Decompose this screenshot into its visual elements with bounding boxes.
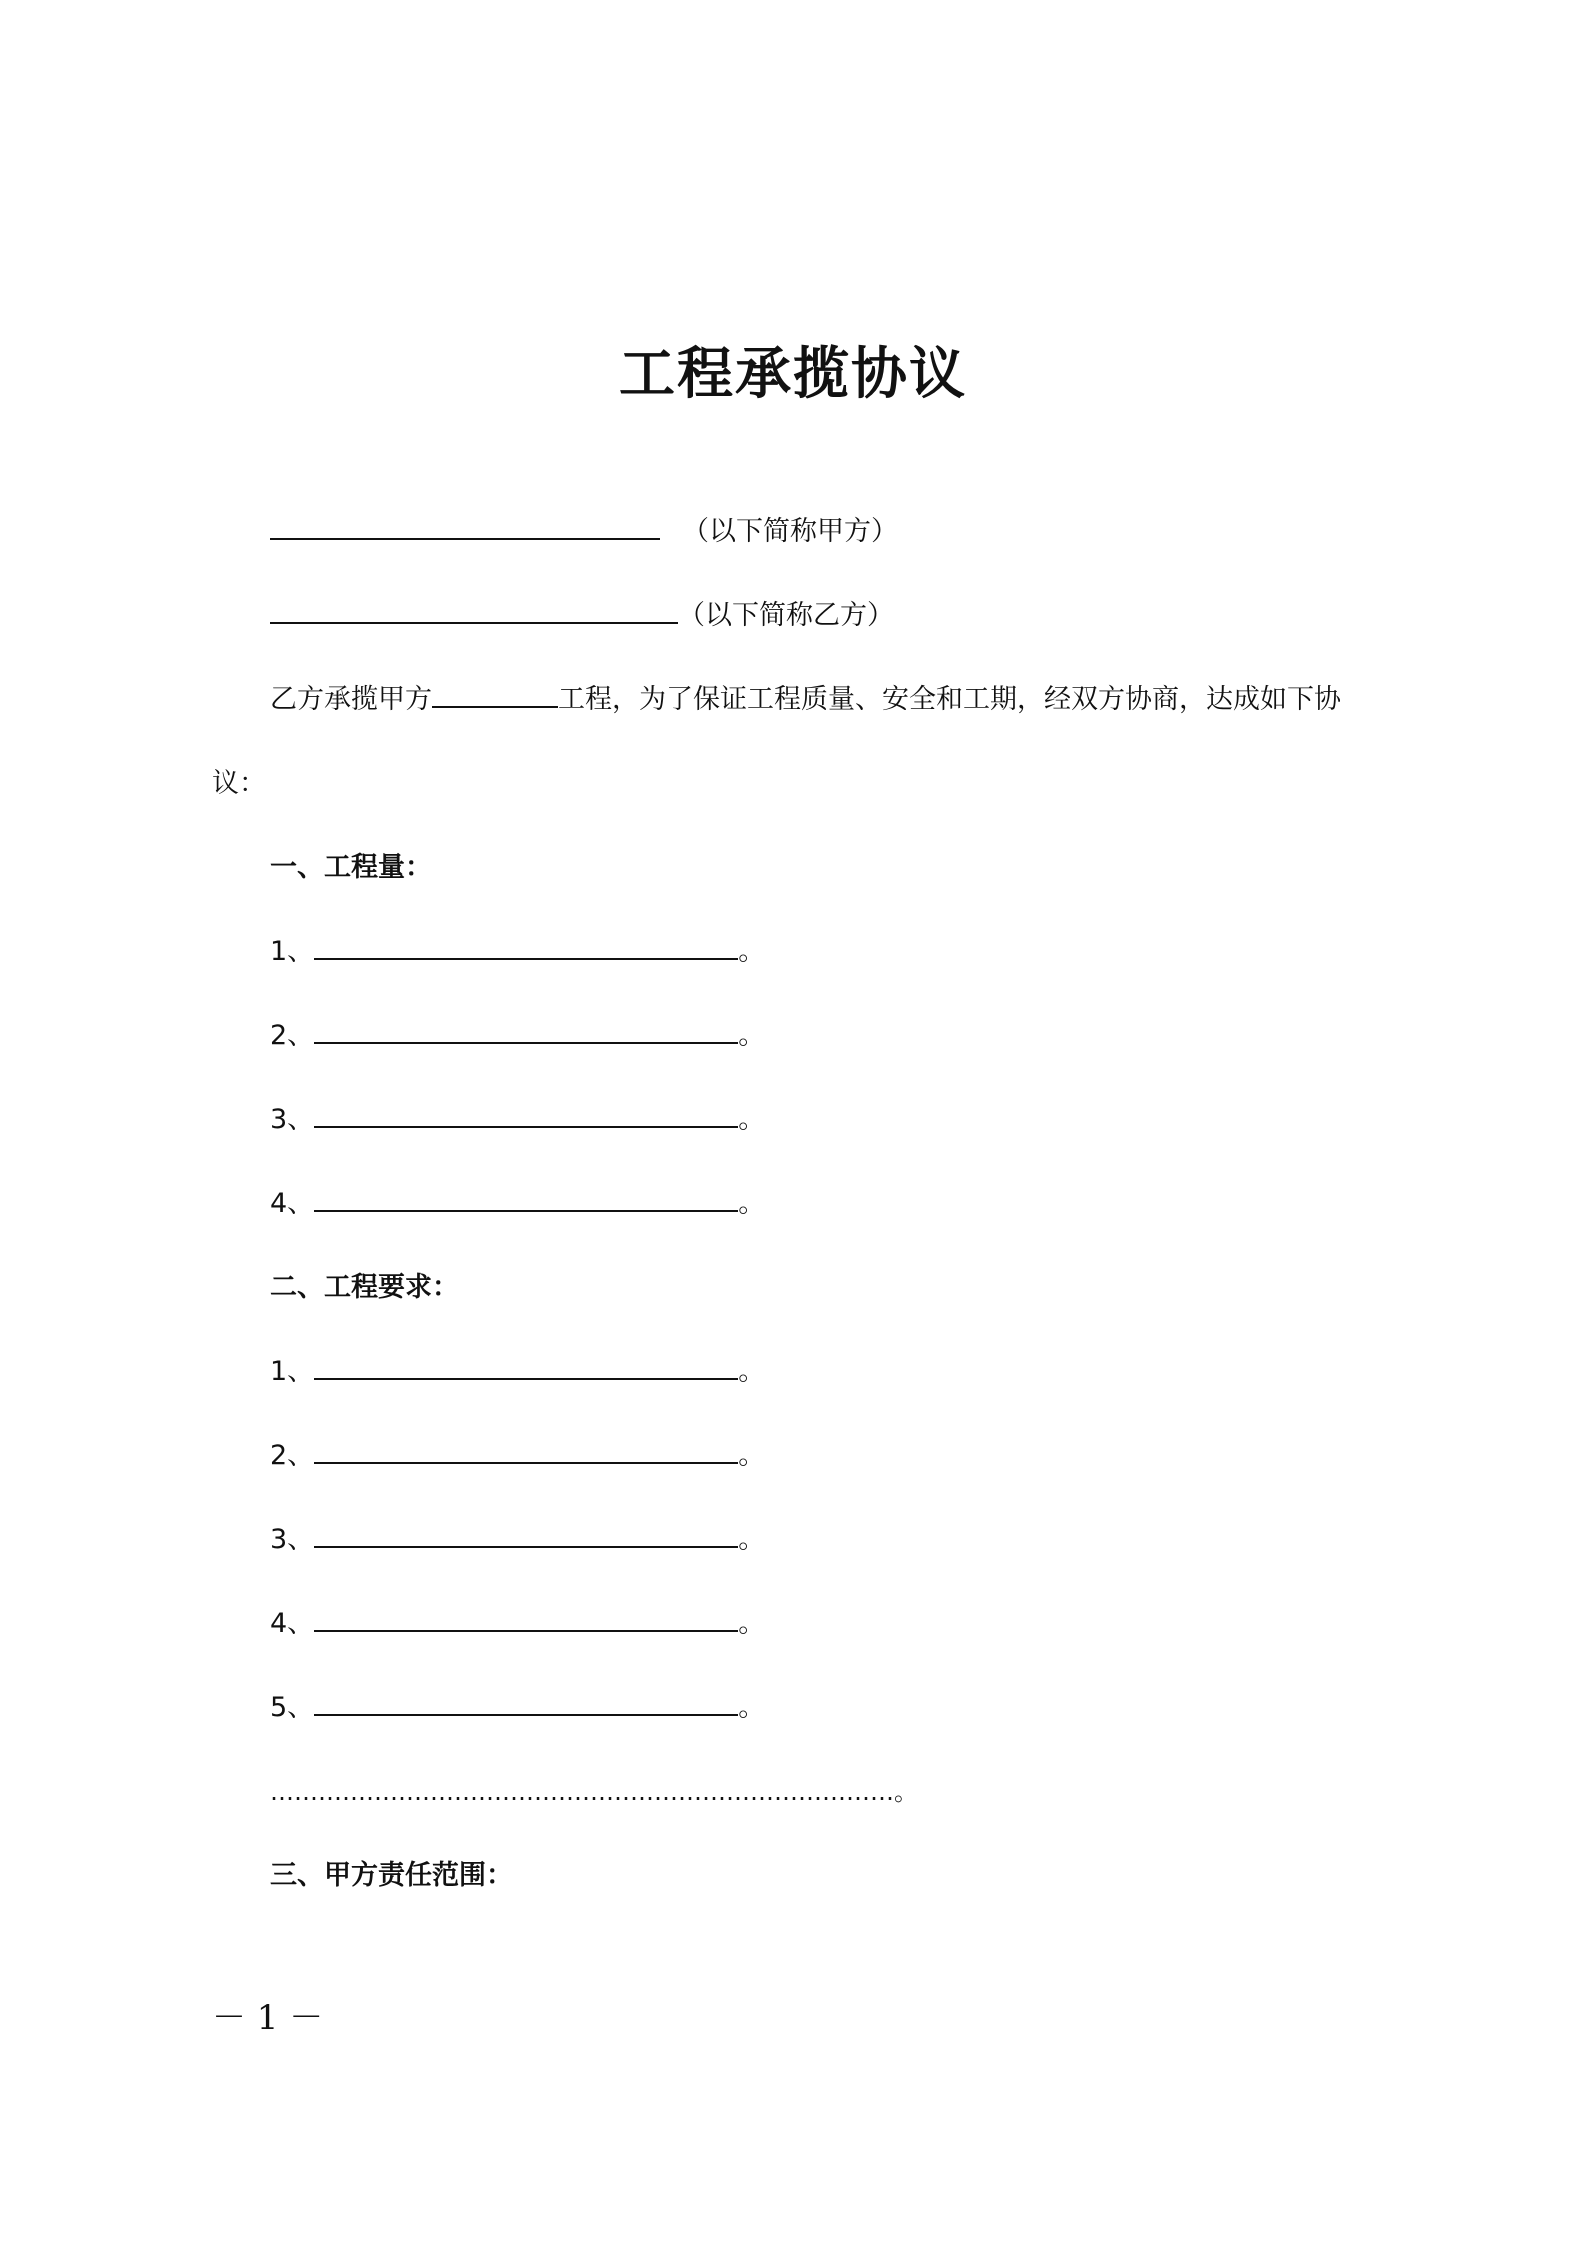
item-end: 。 <box>738 1104 766 1135</box>
list-item <box>270 1100 765 1140</box>
section-2-heading: 二、工程要求： <box>270 1272 459 1303</box>
list-item <box>270 1184 765 1224</box>
item-number: 3、 <box>270 1104 315 1135</box>
item-number: 1、 <box>270 1356 315 1387</box>
item-blank[interactable] <box>314 1520 738 1548</box>
list-item <box>270 1436 765 1476</box>
item-blank[interactable] <box>314 932 738 960</box>
item-end: 。 <box>738 1188 766 1219</box>
item-number: 5、 <box>270 1692 315 1723</box>
party-b-blank[interactable] <box>270 596 678 624</box>
party-a-suffix: （以下简称甲方） <box>682 516 898 547</box>
list-item <box>270 1352 765 1392</box>
item-number: 1、 <box>270 936 315 967</box>
item-blank[interactable] <box>314 1100 738 1128</box>
project-name-blank[interactable] <box>432 680 558 708</box>
section-3-heading: 三、甲方责任范围： <box>270 1860 513 1891</box>
item-number: 2、 <box>270 1020 315 1051</box>
item-end: 。 <box>738 936 766 967</box>
party-a-blank[interactable] <box>270 512 660 540</box>
item-end: 。 <box>738 1524 766 1555</box>
intro-line <box>270 680 1341 720</box>
party-b-suffix: （以下简称乙方） <box>678 600 894 631</box>
page-number: － 1 － <box>212 1998 324 2038</box>
item-number: 3、 <box>270 1524 315 1555</box>
list-item <box>270 1016 765 1056</box>
item-blank[interactable] <box>314 1688 738 1716</box>
ellipsis-line <box>270 1772 918 1812</box>
item-end: 。 <box>738 1356 766 1387</box>
list-item <box>270 932 765 972</box>
ellipsis: ……………………………………………………………………。 <box>270 1778 918 1806</box>
list-item <box>270 1604 765 1644</box>
item-number: 4、 <box>270 1188 315 1219</box>
intro-prefix: 乙方承揽甲方 <box>270 684 432 715</box>
list-item <box>270 1520 765 1560</box>
party-b-line <box>270 596 894 636</box>
item-end: 。 <box>738 1440 766 1471</box>
item-number: 2、 <box>270 1440 315 1471</box>
item-end: 。 <box>738 1692 766 1723</box>
intro-tail-line <box>212 764 266 804</box>
intro-tail: 议： <box>212 768 266 799</box>
item-end: 。 <box>738 1608 766 1639</box>
item-blank[interactable] <box>314 1604 738 1632</box>
item-blank[interactable] <box>314 1184 738 1212</box>
list-item <box>270 1688 765 1728</box>
item-blank[interactable] <box>314 1436 738 1464</box>
party-a-line <box>270 512 898 552</box>
item-number: 4、 <box>270 1608 315 1639</box>
page-title: 工程承揽协议 <box>619 342 967 407</box>
item-end: 。 <box>738 1020 766 1051</box>
intro-middle: 工程，为了保证工程质量、安全和工期，经双方协商，达成如下协 <box>558 684 1341 715</box>
item-blank[interactable] <box>314 1016 738 1044</box>
item-blank[interactable] <box>314 1352 738 1380</box>
section-1-heading: 一、工程量： <box>270 852 432 883</box>
